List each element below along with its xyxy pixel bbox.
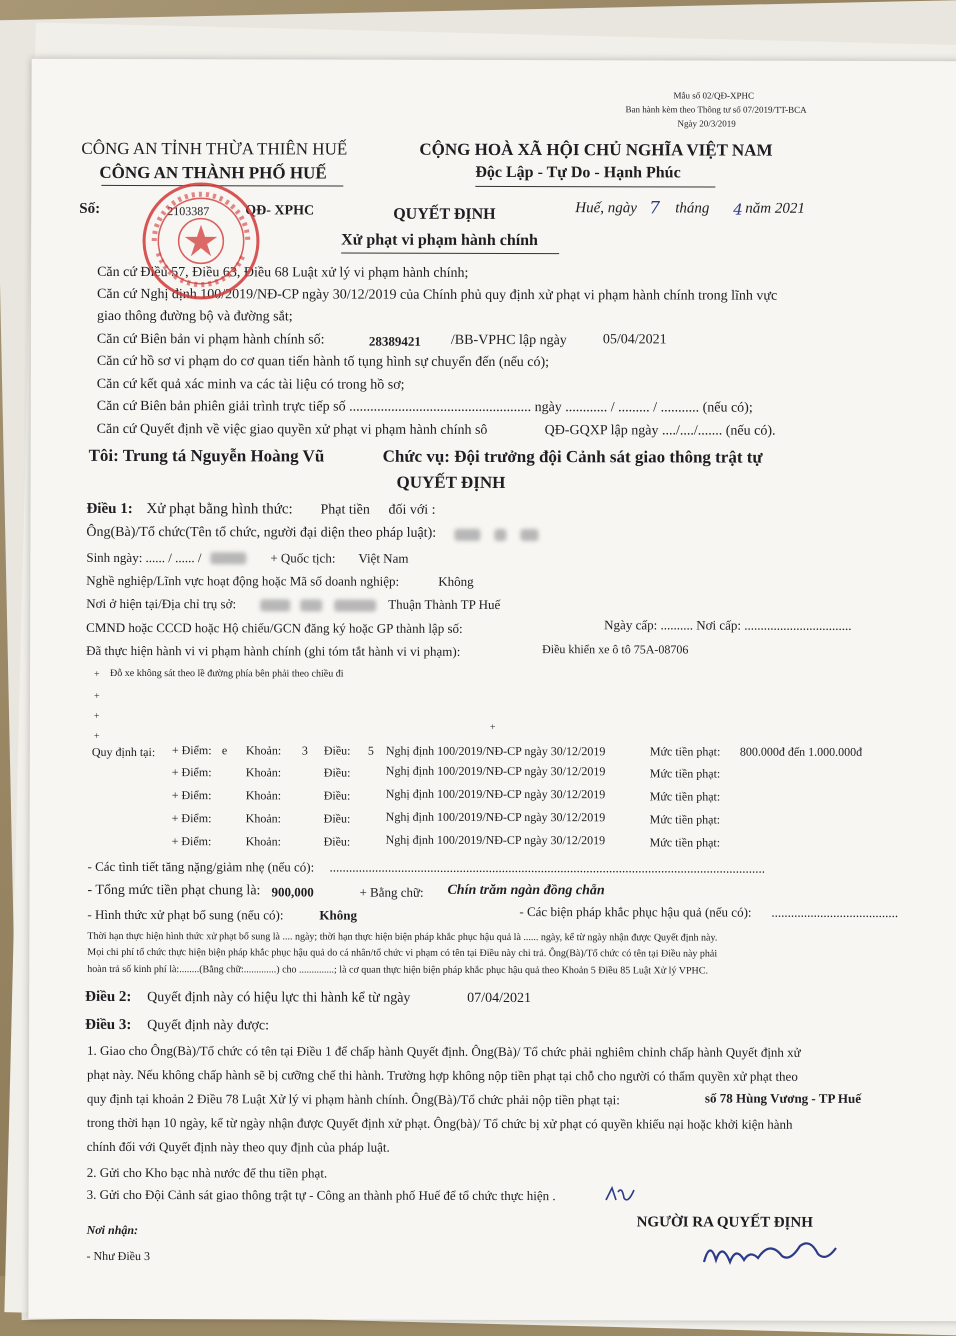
fine-level-label: Mức tiền phạt: — [649, 812, 721, 827]
record-number: 28389421 — [368, 333, 421, 349]
fine-level-label: Mức tiền phạt: — [649, 744, 721, 759]
decree-ref: Nghị định 100/2019/NĐ-CP ngày 30/12/2019 — [385, 743, 606, 759]
decree-ref: Nghị định 100/2019/NĐ-CP ngày 30/12/2019 — [385, 786, 606, 802]
form-circular: Ban hành kèm theo Thông tư số 07/2019/TT-BCA — [625, 104, 807, 115]
violation-plus-2: + — [93, 690, 100, 702]
year-label: năm 2021 — [745, 200, 805, 217]
month-label: tháng — [675, 200, 710, 217]
preamble-line-2: Căn cứ Nghị định 100/2019/NĐ-CP ngày 30/12/2019 của Chính phủ quy định xử phạt vi phạm hành chính trong lĩnh vực — [97, 286, 778, 304]
occupation-value: Không — [438, 573, 474, 589]
term-line-3: hoàn trả số kinh phí là:........(Bằng chữ:.............) cho ..............; là cơ quan thực hiện biện pháp khắc phục hậu quả theo Khoản 5 Điều 85 Luật Xử lý VPHC. — [87, 963, 708, 977]
document-subtitle: Xử phạt vi phạm hành chính — [341, 231, 538, 250]
article3-line-7: 3. Gửi cho Đội Cảnh sát giao thông trật tự - Công an thành phố Huế để tổ chức thực hiện . — [86, 1186, 556, 1204]
fine-level-label: Mức tiền phạt: — [649, 789, 721, 804]
term-line-1: Thời hạn thực hiện hình thức xử phạt bổ sung là .... ngày; thời hạn thực hiện biện pháp khắc phục hậu quả là ...... ngày, kể từ ngày nhận được Quyết định này. — [87, 930, 718, 944]
article1-penalty: Phạt tiền — [320, 502, 370, 518]
fine-level-label: Mức tiền phạt: — [649, 766, 721, 781]
handwritten-month: 4 — [733, 200, 743, 219]
number-label: Số: — [79, 200, 101, 217]
article3-line-3: quy định tại khoản 2 Điều 78 Luật Xử lý vi phạm hành chính. Ông(Bà)/Tổ chức phải nộp tiền phạt tại: — [86, 1090, 620, 1108]
recipients-label: Nơi nhận: — [86, 1222, 139, 1238]
address-label: Nơi ở hiện tại/Địa chỉ trụ sở: — [86, 595, 237, 612]
official-seal-stamp — [140, 180, 262, 302]
person-label: Ông(Bà)/Tổ chức(Tên tổ chức, người đại diện theo pháp luật): — [86, 524, 437, 541]
decree-ref: Nghị định 100/2019/NĐ-CP ngày 30/12/2019 — [385, 832, 606, 848]
delegation-decision: QĐ-GQXP lập ngày ..../..../....... (nếu có). — [544, 423, 776, 439]
violation-text: Đỗ xe không sát theo lề đường phía bên phải theo chiều đi — [110, 667, 344, 680]
issue-info: Ngày cấp: .......... Nơi cấp: ................................. — [604, 617, 852, 633]
violation-plus-5: + — [489, 721, 496, 733]
nation-motto: Độc Lập - Tự Do - Hạnh Phúc — [475, 163, 681, 182]
article3-line-5: chính đối với Quyết định này theo quy định của pháp luật. — [86, 1138, 390, 1155]
effective-date: 07/04/2021 — [467, 990, 531, 1007]
redacted-name-2 — [494, 529, 506, 541]
article3-label: Điều 3: — [85, 1016, 132, 1034]
address-value: Thuận Thành TP Huế — [388, 596, 501, 612]
article-label: Điều: — [323, 765, 351, 780]
additional-penalty-value: Không — [319, 907, 358, 923]
remedy-dots: ....................................... — [771, 904, 899, 921]
preamble-line-3: giao thông đường bộ và đường sắt; — [96, 308, 293, 325]
violation-plus-4: + — [93, 730, 100, 742]
term-line-2: Mọi chi phí tổ chức thực hiện biện pháp khắc phục hậu quả do cá nhân/tổ chức vi phạm có tên tại Điều này chi trả. Ông(Bà)/Tổ chức có tên tại Điều này phải — [87, 946, 718, 960]
form-code: Mẫu số 02/QĐ-XPHC — [673, 90, 755, 101]
point-label: + Điểm: — [171, 743, 212, 758]
redacted-address-3 — [334, 600, 376, 612]
decree-ref: Nghị định 100/2019/NĐ-CP ngày 30/12/2019 — [385, 809, 606, 825]
redacted-name-3 — [520, 529, 538, 541]
violation-plus-1: + — [94, 668, 100, 680]
nationality-label: + Quốc tịch: — [270, 550, 336, 566]
signer-title: NGƯỜI RA QUYẾT ĐỊNH — [636, 1214, 813, 1231]
circumstances-dots: ...................................................................................................................................... — [329, 859, 766, 876]
clause-label: Khoản: — [245, 811, 282, 826]
vehicle-info: Điều khiển xe ô tô 75A-08706 — [542, 642, 689, 657]
org-city: CÔNG AN THÀNH PHỐ HUẾ — [99, 162, 327, 183]
decision-heading: QUYẾT ĐỊNH — [396, 472, 506, 492]
officer-name: Tôi: Trung tá Nguyễn Hoàng Vũ — [88, 445, 325, 466]
clause-label: Khoản: — [245, 788, 282, 803]
additional-penalty-label: - Hình thức xử phạt bổ sung (nếu có): — [87, 906, 284, 923]
id-label: CMND hoặc CCCD hoặc Hộ chiếu/GCN đăng ký hoặc GP thành lập số: — [86, 619, 463, 636]
preamble-line-5: Căn cứ hồ sơ vi phạm do cơ quan tiến hành tố tụng hình sự chuyển đến (nếu có); — [96, 353, 550, 371]
preamble-line-1: Căn cứ Điều 57, Điều 63, Điều 68 Luật xử lý vi phạm hành chính; — [97, 264, 469, 281]
point-value: e — [221, 743, 228, 758]
remedy-label: - Các biện pháp khắc phục hậu quả (nếu có): — [519, 904, 752, 920]
record-date: 05/04/2021 — [602, 332, 667, 348]
place-date-prefix: Huế, ngày — [575, 200, 637, 217]
total-label: - Tổng mức tiền phạt chung là: — [87, 882, 261, 899]
form-date: Ngày 20/3/2019 — [677, 118, 736, 129]
subtitle-underline — [341, 253, 559, 255]
point-label: + Điểm: — [171, 834, 212, 849]
fine-level-label: Mức tiền phạt: — [649, 835, 721, 850]
article1-form: Xử phạt bằng hình thức: — [146, 501, 293, 518]
redacted-dob — [210, 552, 246, 564]
nation-title: CỘNG HOÀ XÃ HỘI CHỦ NGHĨA VIỆT NAM — [419, 139, 773, 160]
clause-value: 3 — [301, 743, 308, 758]
decree-ref: Nghị định 100/2019/NĐ-CP ngày 30/12/2019 — [385, 763, 606, 779]
occupation-label: Nghề nghiệp/Lĩnh vực hoạt động hoặc Mã số doanh nghiệp: — [86, 572, 400, 589]
redacted-address-2 — [300, 599, 322, 611]
regulation-label: Quy định tại: — [91, 744, 156, 760]
nationality-value: Việt Nam — [358, 550, 409, 566]
record-suffix: /BB-VPHC lập ngày — [450, 332, 567, 349]
point-label: + Điểm: — [171, 811, 212, 826]
motto-underline — [475, 186, 715, 188]
decision-number: 2103387 — [167, 204, 210, 219]
preamble-line-8: Căn cứ Quyết định về việc giao quyền xử phạt vi phạm hành chính sô — [96, 421, 488, 438]
clause-label: Khoản: — [245, 743, 282, 758]
article3-line-2: phạt này. Nếu không chấp hành sẽ bị cưỡng chế thi hành. Trường hợp không nộp tiền phạt tại chỗ cho người có thẩm quyền xử phạt theo — [86, 1066, 798, 1084]
article3-line-1: 1. Giao cho Ông(Bà)/Tổ chức có tên tại Điều 1 để chấp hành Quyết định. Ông(Bà)/ Tổ chức phải nghiêm chỉnh chấp hành Quyết định xử — [87, 1042, 801, 1060]
handwritten-signature — [700, 1232, 840, 1276]
article-value: 5 — [367, 743, 374, 758]
article1-against: đối với : — [388, 502, 436, 518]
preamble-line-4: Căn cứ Biên bản vi phạm hành chính số: — [96, 331, 325, 348]
document-title: QUYẾT ĐỊNH — [393, 205, 496, 223]
fine-level-value: 800.000đ đến 1.000.000đ — [739, 744, 863, 759]
violation-label: Đã thực hiện hành vi vi phạm hành chính (ghi tóm tắt hành vi vi phạm): — [86, 642, 461, 659]
violation-plus-3: + — [93, 710, 100, 722]
article-label: Điều: — [323, 788, 351, 803]
handwritten-initials — [604, 1182, 644, 1206]
preamble-line-7: Căn cứ Biên bản phiên giải trình trực tiếp số .................................................... ngày ............ / ......... / ........... (nếu có); — [96, 398, 753, 416]
article3-line-4: trong thời hạn 10 ngày, kể từ ngày nhận được Quyết định xử phạt. Ông(bà)/ Tổ chức bị xử phạt có quyền khiếu nại hoặc khởi kiện hành — [86, 1114, 793, 1132]
point-label: + Điểm: — [171, 788, 212, 803]
officer-position: Chức vụ: Đội trưởng đội Cảnh sát giao thông trật tự — [382, 446, 763, 467]
article3-text: Quyết định này được: — [147, 1018, 270, 1034]
words-label: + Bằng chữ: — [359, 884, 424, 900]
preamble-line-6: Căn cứ kết quả xác minh va các tài liệu có trong hồ sơ; — [96, 376, 405, 393]
point-label: + Điểm: — [171, 765, 212, 780]
clause-label: Khoản: — [245, 834, 281, 849]
total-in-words: Chín trăm ngàn đồng chẵn — [447, 882, 605, 899]
article1-label: Điều 1: — [86, 500, 133, 518]
decision-number-suffix: QĐ- XPHC — [245, 203, 315, 219]
redacted-name-1 — [454, 529, 480, 541]
redacted-address-1 — [260, 599, 290, 611]
dob-label: Sinh ngày: ...... / ...... / — [86, 549, 202, 566]
recipient-1: - Như Điều 3 — [86, 1248, 151, 1264]
clause-label: Khoản: — [245, 765, 282, 780]
article-label: Điều: — [323, 743, 351, 758]
circumstances-label: - Các tình tiết tăng nặng/giảm nhẹ (nếu có): — [87, 858, 315, 875]
article2-label: Điều 2: — [85, 988, 132, 1006]
total-amount: 900,000 — [271, 884, 314, 900]
handwritten-day: 7 — [649, 198, 661, 219]
article3-line-6: 2. Gửi cho Kho bạc nhà nước để thu tiền phạt. — [86, 1164, 328, 1181]
article-label: Điều: — [323, 811, 351, 826]
payment-place: số 78 Hùng Vương - TP Huế — [704, 1090, 862, 1106]
article2-text: Quyết định này có hiệu lực thi hành kể từ ngày — [147, 990, 411, 1006]
article-label: Điều: — [323, 834, 351, 849]
org-province: CÔNG AN TỈNH THỪA THIÊN HUẾ — [81, 138, 348, 159]
